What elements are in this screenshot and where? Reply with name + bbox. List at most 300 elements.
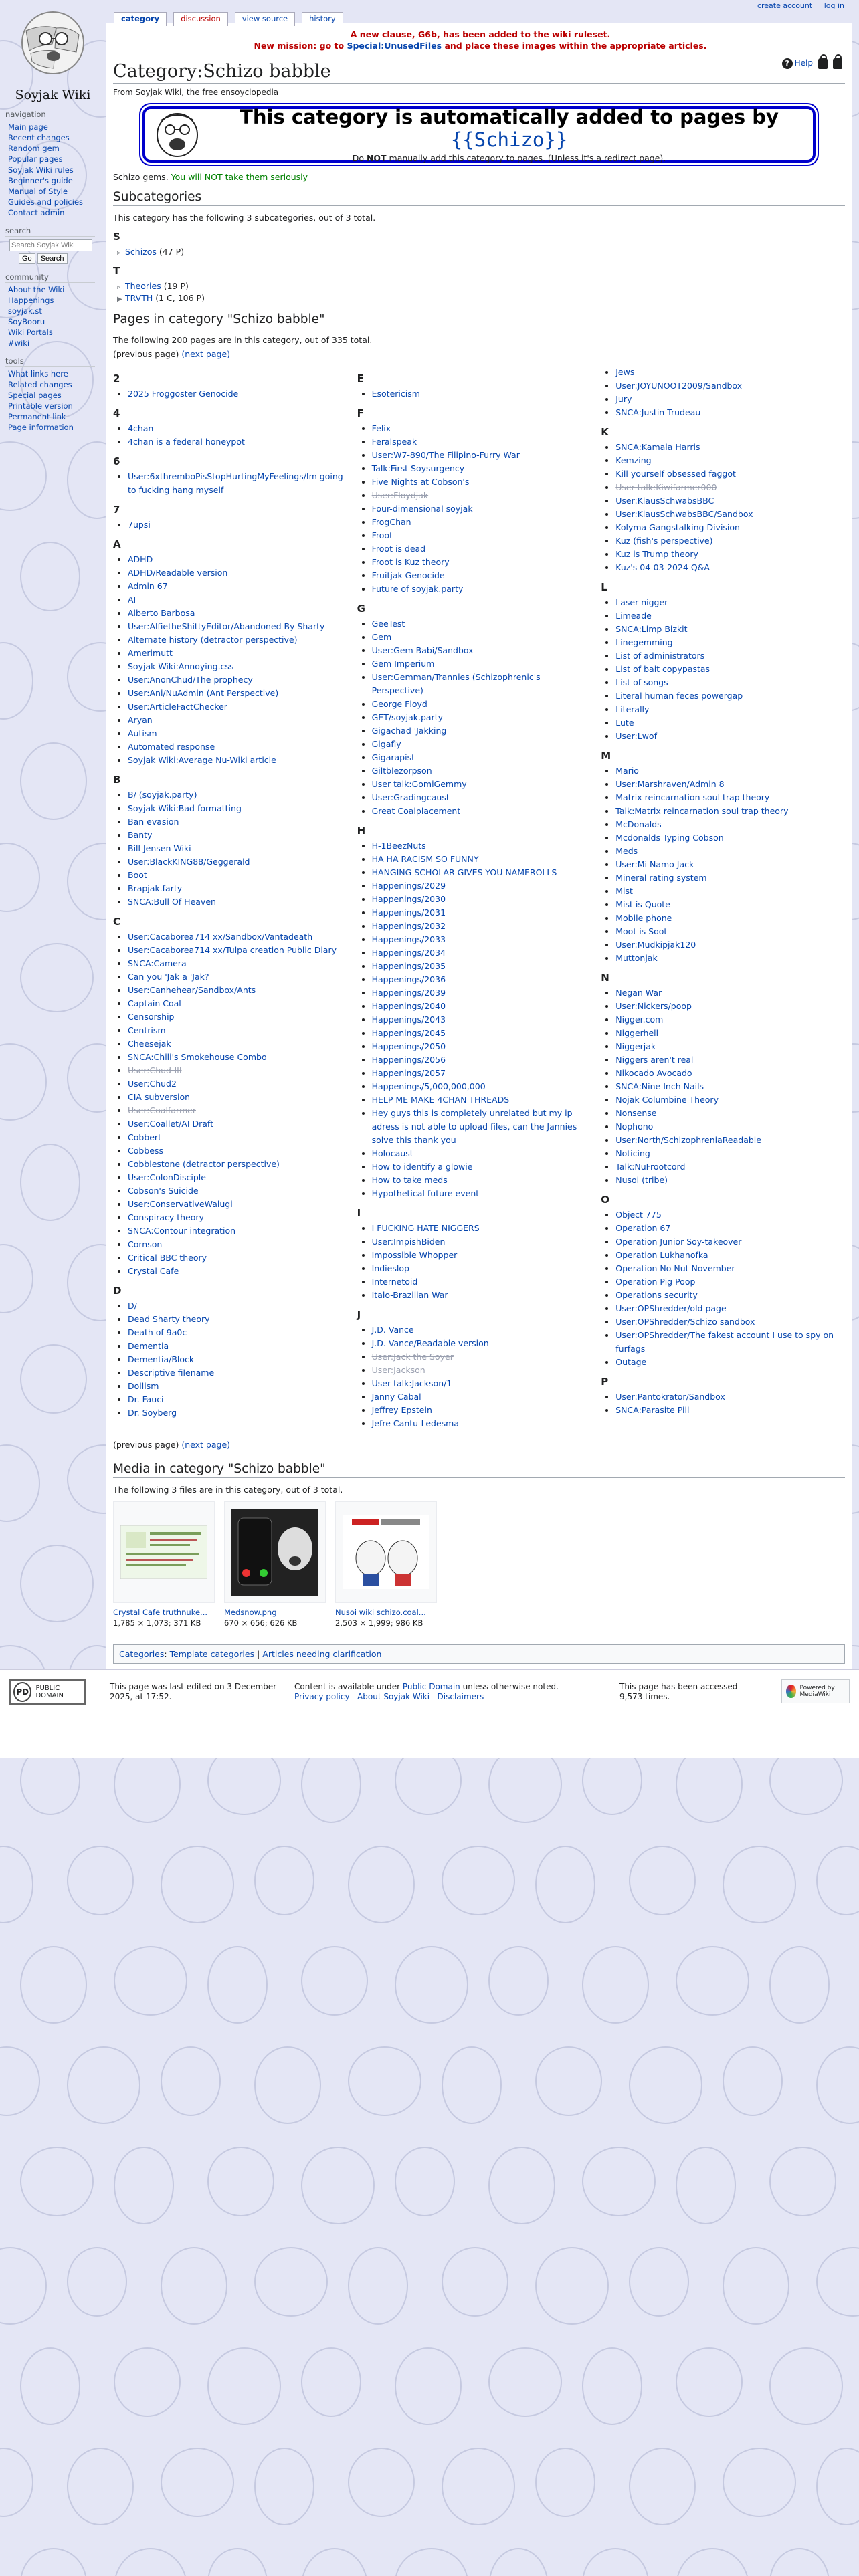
page-link[interactable]: • User:Cacaborea714 xx/Sandbox/Vantadeath <box>128 930 351 944</box>
page-link[interactable]: • Mcdonalds Typing Cobson <box>615 831 838 845</box>
background-face-shape <box>0 642 33 720</box>
background-face-shape <box>723 2448 796 2517</box>
page-link[interactable]: • SNCA:Camera <box>128 957 351 970</box>
page-link[interactable]: • Noticing <box>615 1147 838 1160</box>
page-link[interactable]: • User:KlausSchwabsBBC <box>615 494 838 508</box>
page-link[interactable]: • FrogChan <box>372 516 595 529</box>
page-link[interactable]: • 7upsi <box>128 518 351 532</box>
background-face-shape <box>676 2147 736 2224</box>
page-link[interactable]: • User:Ani/NuAdmin (Ant Perspective) <box>128 687 351 700</box>
page-link[interactable]: • Nonsense <box>615 1107 838 1120</box>
move-protection-lock-icon[interactable] <box>833 58 842 69</box>
page-link[interactable]: • Felix <box>372 422 595 435</box>
page-link[interactable]: • User:AlfietheShittyEditor/Abandoned By Sharty <box>128 620 351 633</box>
page-link[interactable]: • Kuz's 04-03-2024 Q&A <box>615 561 838 574</box>
page-link[interactable]: • Laser nigger <box>615 596 838 609</box>
sidebar-link[interactable]: Permanent link <box>8 412 66 421</box>
categories-label[interactable]: Categories <box>119 1649 165 1659</box>
sidebar-link[interactable]: Page information <box>8 423 74 432</box>
page-link[interactable]: • Talk:NuFrootcord <box>615 1160 838 1174</box>
sidebar-link[interactable]: Popular pages <box>8 154 63 164</box>
gallery-item[interactable]: Nusoi wiki schizo.coal... 2,503 × 1,999; 986 KB <box>335 1501 437 1628</box>
page-link[interactable]: • HA HA RACISM SO FUNNY <box>372 853 595 866</box>
page-link[interactable]: • Muttonjak <box>615 952 838 965</box>
page-link[interactable]: • List of bait copypastas <box>615 663 838 676</box>
page-link[interactable]: • Feralspeak <box>372 435 595 449</box>
page-link[interactable]: • Literal human feces powergap <box>615 689 838 703</box>
page-link[interactable]: • Nophono <box>615 1120 838 1134</box>
page-link[interactable]: • B/ (soyjak.party) <box>128 788 351 802</box>
page-link[interactable]: • Censorship <box>128 1010 351 1024</box>
page-link[interactable]: • Four-dimensional soyjak <box>372 502 595 516</box>
background-face-shape <box>0 1043 47 1121</box>
thumbnail-medsnow[interactable] <box>224 1501 326 1603</box>
page-link[interactable]: • Kolyma Gangstalking Division <box>615 521 838 534</box>
protection-lock-icon[interactable] <box>818 58 828 69</box>
page-link[interactable]: • User talk:Kiwifarmer000 <box>615 481 838 494</box>
page-link[interactable]: • Admin 67 <box>128 580 351 593</box>
unused-files-link[interactable]: Special:UnusedFiles <box>347 41 442 51</box>
page-link[interactable]: • Soyjak Wiki:Bad formatting <box>128 802 351 815</box>
page-link[interactable]: • Object 775 <box>615 1208 838 1222</box>
next-page-link-bottom[interactable]: (next page) <box>181 1440 231 1450</box>
subcategories-heading: Subcategories <box>113 190 845 206</box>
background-face-shape <box>629 2448 696 2525</box>
page-link[interactable]: • Brapjak.farty <box>128 882 351 895</box>
page-link[interactable]: • Great Coalplacement <box>372 804 595 818</box>
page-link[interactable]: • SNCA:Justin Trudeau <box>615 406 838 419</box>
background-face-shape <box>20 742 87 820</box>
page-link[interactable]: • User:Gradingcaust <box>372 791 595 804</box>
pages-heading: Pages in category "Schizo babble" <box>113 312 845 328</box>
page-link[interactable]: • Happenings/2039 <box>372 986 595 1000</box>
page-link[interactable]: • HANGING SCHOLAR GIVES YOU NAMEROLLS <box>372 866 595 879</box>
schizo-template-link[interactable]: {{Schizo}} <box>450 128 568 151</box>
page-link[interactable]: • Gem <box>372 631 595 644</box>
page-link[interactable]: • Holocaust <box>372 1147 595 1160</box>
background-face-shape <box>535 1846 595 1923</box>
page-link[interactable]: • Nojak Columbine Theory <box>615 1093 838 1107</box>
page-link[interactable]: • Lute <box>615 716 838 730</box>
page-link[interactable]: • ADHD/Readable version <box>128 566 351 580</box>
page-link[interactable]: • Cobbert <box>128 1131 351 1144</box>
tab-discussion[interactable]: discussion <box>173 12 228 26</box>
page-link[interactable]: • Automated response <box>128 740 351 754</box>
page-link[interactable]: • Happenings/2032 <box>372 920 595 933</box>
page-link[interactable]: • Operation 67 <box>615 1222 838 1235</box>
sidebar <box>0 107 100 441</box>
page-link[interactable]: • Nigger.com <box>615 1013 838 1027</box>
page-link[interactable]: • GeeTest <box>372 617 595 631</box>
page-link[interactable]: • User:ImpishBiden <box>372 1235 595 1249</box>
page-link[interactable]: • Conspiracy theory <box>128 1211 351 1224</box>
sidebar-link[interactable]: Guides and policies <box>8 197 84 207</box>
page-link[interactable]: • Mineral rating system <box>615 871 838 885</box>
page-link[interactable]: • McDonalds <box>615 818 838 831</box>
search-button[interactable]: Search <box>37 253 68 264</box>
sidebar-link[interactable]: Special pages <box>8 391 62 400</box>
page-link[interactable]: • Giltblezorpson <box>372 764 595 778</box>
page-link[interactable]: • List of songs <box>615 676 838 689</box>
page-link[interactable]: • Hey guys this is completely unrelated but my ip adress is not able to upload files, can the Jannies solve this thank you <box>372 1107 595 1147</box>
page-link[interactable]: • SNCA:Chili's Smokehouse Combo <box>128 1051 351 1064</box>
page-link[interactable]: • Kuz (fish's perspective) <box>615 534 838 548</box>
sidebar-link[interactable]: Happenings <box>8 296 54 305</box>
page-link[interactable]: • Jury <box>615 393 838 406</box>
page-link[interactable]: • Operation No Nut November <box>615 1262 838 1275</box>
page-link[interactable]: • Dementia <box>128 1339 351 1353</box>
page-link[interactable]: • Froot is dead <box>372 542 595 556</box>
page-link[interactable]: • User:Nickers/poop <box>615 1000 838 1013</box>
background-face-shape <box>629 2046 702 2124</box>
page-link[interactable]: • User:Jackson <box>372 1364 595 1377</box>
page-link[interactable]: • User:ColonDisciple <box>128 1171 351 1184</box>
page-link[interactable]: • User:OPShredder/old page <box>615 1302 838 1315</box>
page-link[interactable]: • HELP ME MAKE 4CHAN THREADS <box>372 1093 595 1107</box>
background-face-shape <box>207 1946 268 2024</box>
page-link[interactable]: • ADHD <box>128 553 351 566</box>
page-link[interactable]: • Operation Pig Poop <box>615 1275 838 1289</box>
sidebar-link[interactable]: Beginner's guide <box>8 176 73 185</box>
page-link[interactable]: • Critical BBC theory <box>128 1251 351 1265</box>
search-input[interactable] <box>9 239 92 251</box>
thumbnail-crystal-cafe[interactable] <box>113 1501 215 1603</box>
page-link[interactable]: • SNCA:Contour integration <box>128 1224 351 1238</box>
tab-category[interactable]: category <box>114 12 167 26</box>
page-link[interactable]: • Alberto Barbosa <box>128 607 351 620</box>
letter-group <box>601 581 838 743</box>
portlet-title: navigation <box>5 110 95 120</box>
page-link[interactable]: • Dead Sharty theory <box>128 1313 351 1326</box>
page-link[interactable]: • User:OPShredder/Schizo sandbox <box>615 1315 838 1329</box>
background-face-shape <box>769 2347 843 2425</box>
page-link[interactable]: • Cheesejak <box>128 1037 351 1051</box>
page-link[interactable]: • Froot <box>372 529 595 542</box>
site-tagline: From Soyjak Wiki, the free ensoyclopedia <box>113 88 279 97</box>
page-link[interactable]: • Captain Coal <box>128 997 351 1010</box>
page-link[interactable]: • Dementia/Block <box>128 1353 351 1366</box>
page-link[interactable]: • Dollism <box>128 1380 351 1393</box>
background-face-shape <box>348 1846 415 1923</box>
page-link[interactable]: • User:Chud2 <box>128 1077 351 1091</box>
page-link[interactable]: • Gem Imperium <box>372 657 595 671</box>
letter-group <box>357 372 595 401</box>
page-link[interactable]: • Ban evasion <box>128 815 351 829</box>
page-link[interactable]: • Dr. Soyberg <box>128 1406 351 1420</box>
letter-group <box>357 1309 595 1430</box>
page-link[interactable]: • D/ <box>128 1299 351 1313</box>
background-face-shape <box>816 1846 859 1915</box>
page-link[interactable]: • User:BlackKING88/Geggerald <box>128 855 351 869</box>
page-link[interactable]: • Internetoid <box>372 1275 595 1289</box>
page-link[interactable]: • GET/soyjak.party <box>372 711 595 724</box>
letter-heading: I <box>357 1207 361 1219</box>
page-link[interactable]: • Happenings/2045 <box>372 1027 595 1040</box>
sidebar-link[interactable]: Main page <box>8 122 48 132</box>
background-face-shape <box>20 943 94 1012</box>
page-link[interactable]: • User:KlausSchwabsBBC/Sandbox <box>615 508 838 521</box>
page-link[interactable]: • Mobile phone <box>615 911 838 925</box>
page-link[interactable]: • Indieslop <box>372 1262 595 1275</box>
sidebar-link[interactable]: Wiki Portals <box>8 328 53 337</box>
license-link[interactable]: Public Domain <box>402 1682 460 1691</box>
page-link[interactable]: • User:6xthremboPisStopHurtingMyFeelings/Im going to fucking hang myself <box>128 470 351 497</box>
page-link[interactable]: • User:Gemman/Trannies (Schizophrenic's Perspective) <box>372 671 595 697</box>
sidebar-link[interactable]: Random gem <box>8 144 60 153</box>
page-link[interactable]: • Happenings/5,000,000,000 <box>372 1080 595 1093</box>
page-link[interactable]: • Happenings/2035 <box>372 960 595 973</box>
letter-group <box>601 426 838 574</box>
page-link[interactable]: • User:Mi Namo Jack <box>615 858 838 871</box>
page-link[interactable]: • Italo-Brazilian War <box>372 1289 595 1302</box>
page-link[interactable]: • User:ArticleFactChecker <box>128 700 351 714</box>
page-link[interactable]: • User:Jack the Soyer <box>372 1350 595 1364</box>
disclaimers-link[interactable]: Disclaimers <box>437 1692 484 1701</box>
sidebar-link[interactable]: Soyjak Wiki rules <box>8 165 74 175</box>
page-link[interactable]: • Outage <box>615 1356 838 1369</box>
page-link[interactable]: • Niggers aren't real <box>615 1053 838 1067</box>
page-link[interactable]: • AI <box>128 593 351 607</box>
page-link[interactable]: • Talk:First Soysurgency <box>372 462 595 475</box>
gallery-item[interactable]: Medsnow.png 670 × 656; 626 KB <box>224 1501 326 1628</box>
page-link[interactable]: • How to take meds <box>372 1174 595 1187</box>
category-links: Categories: Template categories | Articles needing clarification <box>113 1644 845 1664</box>
page-link[interactable]: • Descriptive filename <box>128 1366 351 1380</box>
page-link[interactable]: • Esotericism <box>372 387 595 401</box>
page-link[interactable]: • Kemzing <box>615 454 838 467</box>
page-link[interactable]: • User:Marshraven/Admin 8 <box>615 778 838 791</box>
page-link[interactable]: • Jeffrey Epstein <box>372 1404 595 1417</box>
page-link[interactable]: • Impossible Whopper <box>372 1249 595 1262</box>
page-link[interactable]: • User:ConservativeWalugi <box>128 1198 351 1211</box>
sidebar-link[interactable]: Printable version <box>8 401 73 411</box>
page-link[interactable]: • CIA subversion <box>128 1091 351 1104</box>
page-link[interactable]: • User talk:Jackson/1 <box>372 1377 595 1390</box>
page-link[interactable]: • Jefre Cantu-Ledesma <box>372 1417 595 1430</box>
page-link[interactable]: • Meds <box>615 845 838 858</box>
gallery-item[interactable]: Crystal Cafe truthnuke... 1,785 × 1,073; 371 KB <box>113 1501 215 1628</box>
page-link[interactable]: • SNCA:Nine Inch Nails <box>615 1080 838 1093</box>
page-link[interactable]: • SNCA:Kamala Harris <box>615 441 838 454</box>
page-link[interactable]: • I FUCKING HATE NIGGERS <box>372 1222 595 1235</box>
page-link[interactable]: • User:Chud-III <box>128 1064 351 1077</box>
page-link[interactable]: • Cornson <box>128 1238 351 1251</box>
page-link[interactable]: • Crystal Cafe <box>128 1265 351 1278</box>
page-link[interactable]: • Soyjak Wiki:Average Nu-Wiki article <box>128 754 351 767</box>
letter-heading: O <box>601 1194 610 1206</box>
letter-heading: B <box>113 774 121 786</box>
sidebar-link[interactable]: #wiki <box>8 338 30 348</box>
thumbnail-nusoi[interactable] <box>335 1501 437 1603</box>
page-link[interactable]: • H-1BeezNuts <box>372 839 595 853</box>
notice-text-b: manually add this category to pages. (Unless it's a redirect page). <box>386 153 666 163</box>
catlink-template-categories[interactable]: Template categories <box>169 1649 255 1659</box>
page-link[interactable]: • Jews <box>615 366 838 379</box>
next-page-link[interactable]: (next page) <box>181 349 231 359</box>
page-link[interactable]: • Niggerjak <box>615 1040 838 1053</box>
public-domain-badge[interactable]: PD PUBLIC DOMAIN <box>9 1679 86 1705</box>
page-link[interactable]: • User:Mudkipjak120 <box>615 938 838 952</box>
page-link[interactable]: • Cobblestone (detractor perspective) <box>128 1158 351 1171</box>
page-link[interactable]: • Moot is Soot <box>615 925 838 938</box>
page-link[interactable]: • Mist is Quote <box>615 898 838 911</box>
subcategory-item[interactable]: ▶ TRVTH (1 C, 106 P) <box>117 293 205 303</box>
page-link[interactable]: • How to identify a glowie <box>372 1160 595 1174</box>
page-link[interactable]: • Bill Jensen Wiki <box>128 842 351 855</box>
sidebar-link[interactable]: What links here <box>8 369 68 379</box>
letter-heading: 6 <box>113 455 120 467</box>
page-link[interactable]: • Kuz is Trump theory <box>615 548 838 561</box>
page-link[interactable]: • Gigachad 'Jakking <box>372 724 595 738</box>
page-link[interactable]: • Boot <box>128 869 351 882</box>
about-link[interactable]: About Soyjak Wiki <box>357 1692 430 1701</box>
page-link[interactable]: • Can you 'Jak a 'Jak? <box>128 970 351 984</box>
page-link[interactable]: • User:Gem Babi/Sandbox <box>372 644 595 657</box>
page-link[interactable]: • 4chan <box>128 422 351 435</box>
page-link[interactable]: • User:Cacaborea714 xx/Tulpa creation Public Diary <box>128 944 351 957</box>
page-link[interactable]: • User:OPShredder/The fakest account I use to spy on furfags <box>615 1329 838 1356</box>
background-face-shape <box>0 1244 33 1313</box>
page-link[interactable]: • Mario <box>615 764 838 778</box>
help-link[interactable]: ? Help <box>782 58 813 69</box>
page-link[interactable]: • SNCA:Parasite Pill <box>615 1404 838 1417</box>
login-link[interactable]: log in <box>824 1 844 10</box>
background-face-shape <box>488 2347 562 2417</box>
page-link[interactable]: • Kill yourself obsessed faggot <box>615 467 838 481</box>
tab-history[interactable]: history <box>302 12 343 26</box>
page-link[interactable]: • SNCA:Limp Bizkit <box>615 623 838 636</box>
page-link[interactable]: • Froot is Kuz theory <box>372 556 595 569</box>
background-face-shape <box>114 2147 174 2224</box>
page-link[interactable]: • Fruitjak Genocide <box>372 569 595 582</box>
tab-view-source[interactable]: view source <box>235 12 295 26</box>
sidebar-link[interactable]: Recent changes <box>8 133 70 142</box>
page-link[interactable]: • George Floyd <box>372 697 595 711</box>
background-face-shape <box>676 1946 749 2016</box>
empty-bullet-icon: ▹ <box>117 249 121 257</box>
public-domain-icon: PD <box>13 1682 31 1702</box>
page-link[interactable]: • User:Canhehear/Sandbox/Ants <box>128 984 351 997</box>
page-link[interactable]: • Literally <box>615 703 838 716</box>
page-link[interactable]: • Negan War <box>615 986 838 1000</box>
sidebar-link[interactable]: Contact admin <box>8 208 65 217</box>
page-link[interactable]: • Gigafly <box>372 738 595 751</box>
page-link[interactable]: • Linegemming <box>615 636 838 649</box>
page-link[interactable]: • User:AnonChud/The prophecy <box>128 673 351 687</box>
page-link[interactable]: • Death of 9a0c <box>128 1326 351 1339</box>
go-button[interactable]: Go <box>19 253 35 264</box>
page-link[interactable]: • Alternate history (detractor perspective) <box>128 633 351 647</box>
sidebar-link[interactable]: About the Wiki <box>8 285 65 294</box>
page-link[interactable]: • Dr. Fauci <box>128 1393 351 1406</box>
page-link[interactable]: • Five Nights at Cobson's <box>372 475 595 489</box>
page-link[interactable]: • Operation Lukhanofka <box>615 1249 838 1262</box>
sidebar-link[interactable]: Manual of Style <box>8 187 68 196</box>
sidebar-link[interactable]: SoyBooru <box>8 317 45 326</box>
sidebar-link[interactable]: Related changes <box>8 380 72 389</box>
page-link[interactable]: • Happenings/2043 <box>372 1013 595 1027</box>
sidebar-link[interactable]: soyjak.st <box>8 306 42 316</box>
page-link[interactable]: • J.D. Vance <box>372 1323 595 1337</box>
page-link[interactable]: • Limeade <box>615 609 838 623</box>
page-link[interactable]: • Happenings/2057 <box>372 1067 595 1080</box>
catlink-articles-needing-clarification[interactable]: Articles needing clarification <box>262 1649 382 1659</box>
page-link[interactable]: • Mist <box>615 885 838 898</box>
letter-heading: A <box>113 538 121 550</box>
page-link[interactable]: • Hypothetical future event <box>372 1187 595 1200</box>
page-link[interactable]: • Happenings/2056 <box>372 1053 595 1067</box>
page-link[interactable]: • Operations security <box>615 1289 838 1302</box>
page-link[interactable]: • Happenings/2034 <box>372 946 595 960</box>
page-link[interactable]: • User talk:GomiGemmy <box>372 778 595 791</box>
page-link[interactable]: • Operation Junior Soy-takeover <box>615 1235 838 1249</box>
privacy-policy-link[interactable]: Privacy policy <box>294 1692 350 1701</box>
footer-view-count: This page has been accessed 9,573 times. <box>619 1682 738 1701</box>
page-link[interactable]: • SNCA:Bull Of Heaven <box>128 895 351 909</box>
page-link[interactable]: • User:W7-890/The Filipino-Furry War <box>372 449 595 462</box>
page-link[interactable]: • Aryan <box>128 714 351 727</box>
page-link[interactable]: • Nikocado Avocado <box>615 1067 838 1080</box>
page-link[interactable]: • Cobbess <box>128 1144 351 1158</box>
background-face-shape <box>254 2046 321 2124</box>
page-link[interactable]: • List of administrators <box>615 649 838 663</box>
page-link[interactable]: • Janny Cabal <box>372 1390 595 1404</box>
page-link[interactable]: • Happenings/2030 <box>372 893 595 906</box>
page-link[interactable]: • Autism <box>128 727 351 740</box>
page-link[interactable]: • Happenings/2050 <box>372 1040 595 1053</box>
page-link[interactable]: • User:Lwof <box>615 730 838 743</box>
page-link[interactable]: • Soyjak Wiki:Annoying.css <box>128 660 351 673</box>
page-link[interactable]: • Future of soyjak.party <box>372 582 595 596</box>
page-link[interactable]: • Happenings/2031 <box>372 906 595 920</box>
page-link[interactable]: • Niggerhell <box>615 1027 838 1040</box>
page-link[interactable]: • User:Coalfarmer <box>128 1104 351 1117</box>
page-link[interactable]: • User:JOYUNOOT2009/Sandbox <box>615 379 838 393</box>
background-face-shape <box>723 2046 783 2116</box>
page-link[interactable]: • User:North/SchizophreniaReadable <box>615 1134 838 1147</box>
page-link[interactable]: • User:Pantokrator/Sandbox <box>615 1390 838 1404</box>
background-face-shape <box>207 2548 268 2576</box>
background-face-shape <box>0 2247 47 2325</box>
portlet-search <box>5 226 95 264</box>
page-link[interactable]: • Centrism <box>128 1024 351 1037</box>
letter-group <box>601 972 838 1187</box>
subcategory-item[interactable]: ▹ Theories (19 P) <box>117 281 189 291</box>
page-link[interactable]: • Happenings/2036 <box>372 973 595 986</box>
page-link[interactable]: • Cobson's Suicide <box>128 1184 351 1198</box>
site-logo[interactable] <box>3 4 103 104</box>
page-link[interactable]: • Gigarapist <box>372 751 595 764</box>
page-link[interactable]: • Happenings/2040 <box>372 1000 595 1013</box>
page-link[interactable]: • User:Coallet/AI Draft <box>128 1117 351 1131</box>
powered-by-mediawiki-badge[interactable]: Powered by MediaWiki <box>781 1679 850 1703</box>
page-link[interactable]: • Matrix reincarnation soul trap theory <box>615 791 838 804</box>
page-link[interactable]: • Nusoi (tribe) <box>615 1174 838 1187</box>
page-link[interactable]: • 4chan is a federal honeypot <box>128 435 351 449</box>
page-link[interactable]: • Amerimutt <box>128 647 351 660</box>
page-link[interactable]: • 2025 Froggoster Genocide <box>128 387 351 401</box>
page-link[interactable]: • Happenings/2033 <box>372 933 595 946</box>
create-account-link[interactable]: create account <box>757 1 813 10</box>
page-link[interactable]: • Banty <box>128 829 351 842</box>
page-link[interactable]: • Talk:Matrix reincarnation soul trap theory <box>615 804 838 818</box>
page-link[interactable]: • Happenings/2029 <box>372 879 595 893</box>
background-face-shape <box>395 2347 462 2425</box>
page-link[interactable]: • User:Floydjak <box>372 489 595 502</box>
page-link[interactable]: • J.D. Vance/Readable version <box>372 1337 595 1350</box>
letter-group <box>113 407 351 449</box>
subcategory-item[interactable]: ▹ Schizos (47 P) <box>117 247 185 257</box>
